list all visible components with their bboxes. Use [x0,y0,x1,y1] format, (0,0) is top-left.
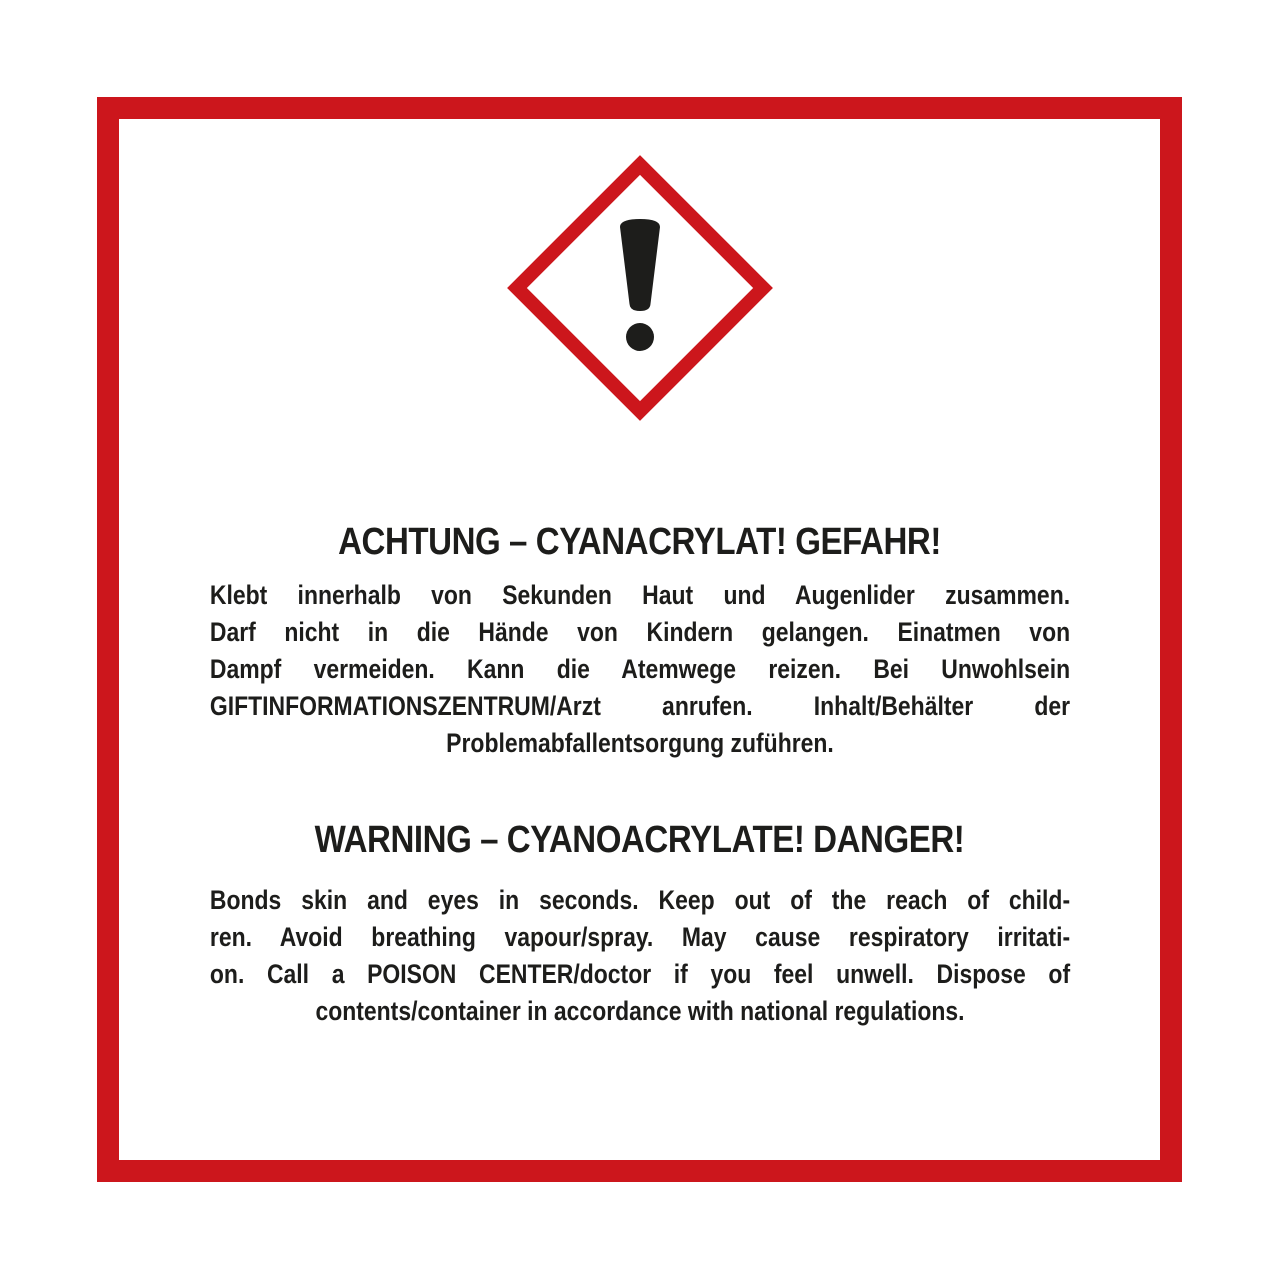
text-line: ren. Avoid breathing vapour/spray. May cause respiratory irritati- [209,922,1070,952]
german-warning-text [209,577,1069,762]
english-warning-text [209,882,1069,1030]
text-line: Darf nicht in die Hände von Kindern gelangen. Einatmen von [209,617,1070,647]
text-line: Dampf vermeiden. Kann die Atemwege reizen. Bei Unwohlsein [209,654,1070,684]
text-line: GIFTINFORMATIONSZENTRUM/Arzt anrufen. Inhalt/Behälter der [209,691,1070,721]
text-line: Klebt innerhalb von Sekunden Haut und Augenlider zusammen. [209,580,1070,610]
text-line: Bonds skin and eyes in seconds. Keep out of the reach of child- [209,885,1070,915]
german-heading: ACHTUNG – CYANACRYLAT! GEFAHR! [338,521,941,563]
text-line: contents/container in accordance with national regulations. [314,996,965,1026]
text-line: Problemabfallentsorgung zuführen. [445,728,834,758]
text-line: on. Call a POISON CENTER/doctor if you feel unwell. Dispose of [209,959,1070,989]
label-border-frame [97,97,1182,1182]
exclamation-icon [616,217,664,353]
english-heading: WARNING – CYANOACRYLATE! DANGER! [314,819,965,861]
